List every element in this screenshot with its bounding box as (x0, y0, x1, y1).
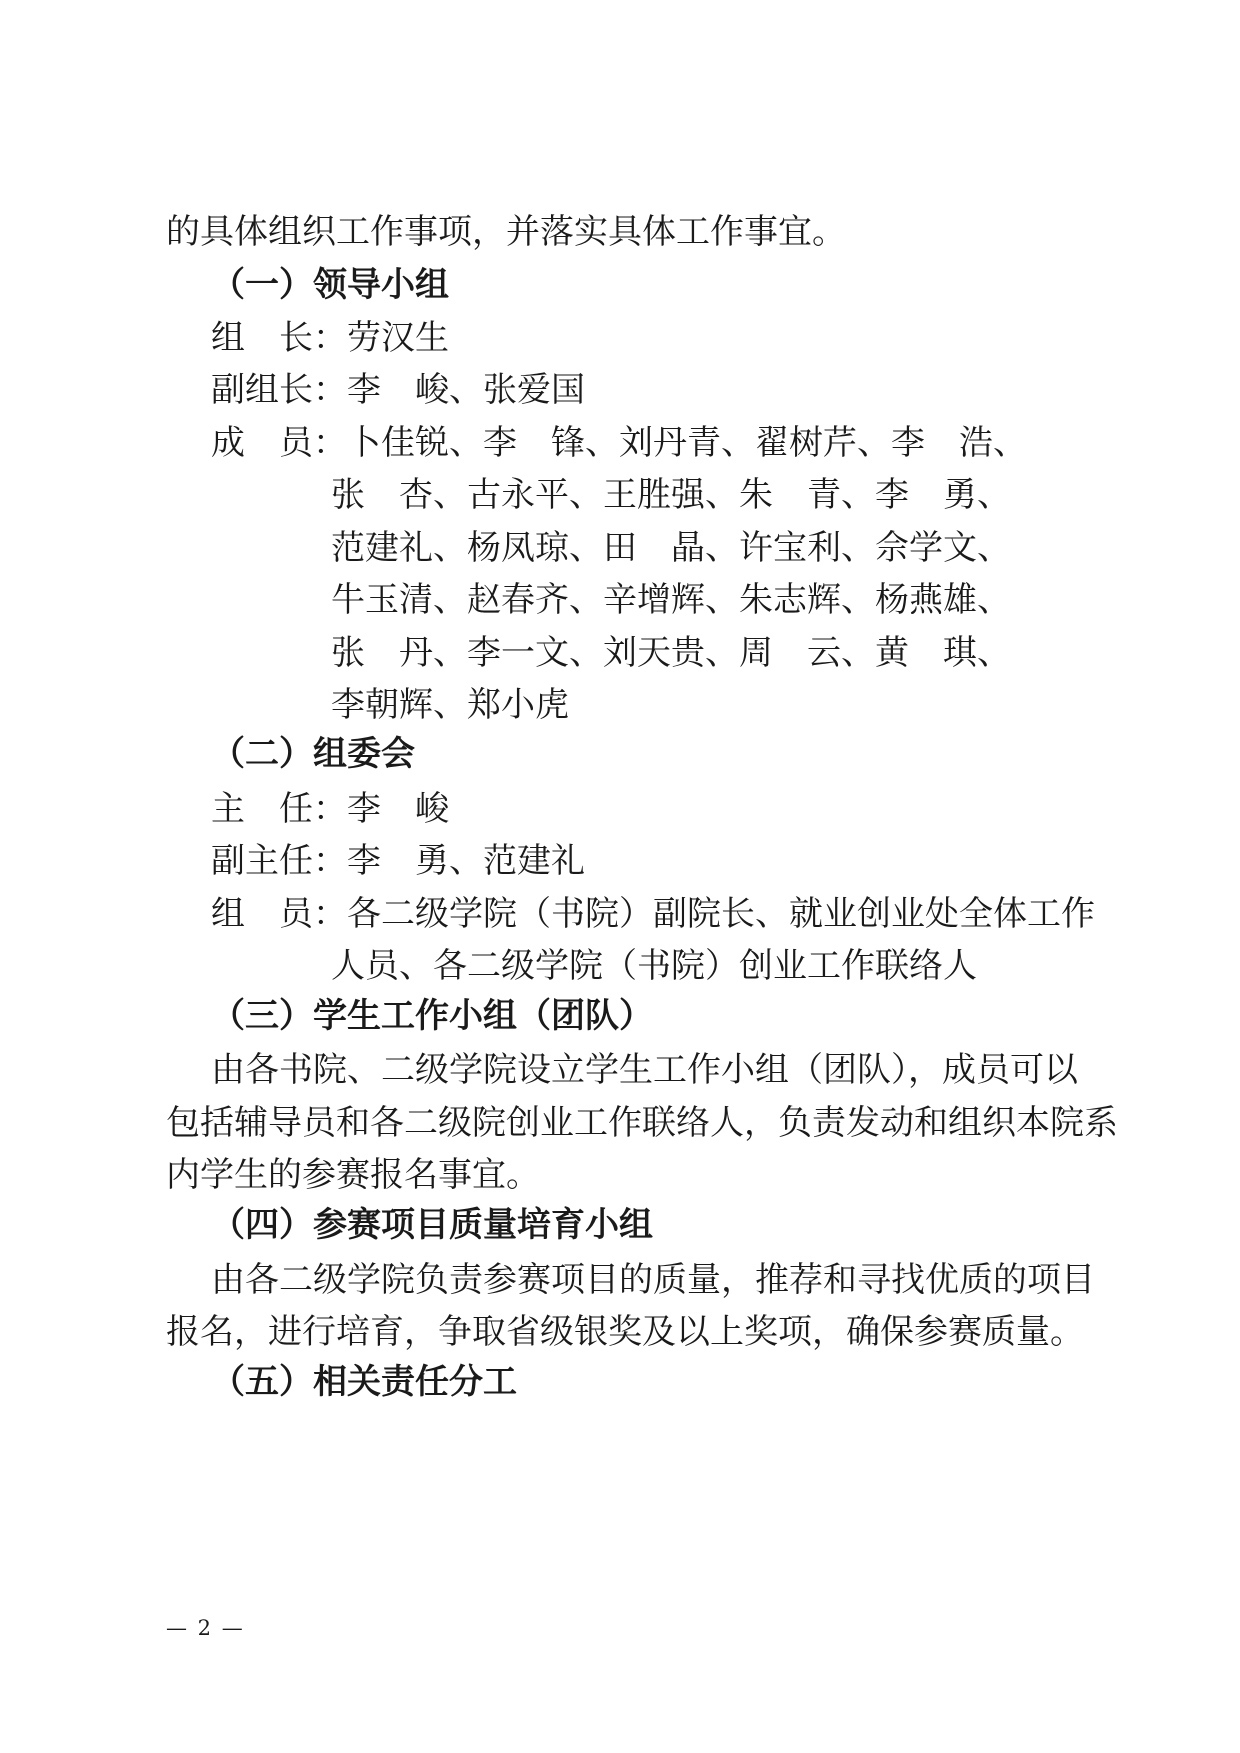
section-heading-project-quality-group: （四）参赛项目质量培育小组 (211, 1205, 653, 1245)
paragraph-line: 报名，进行培育，争取省级银奖及以上奖项，确保参赛质量。 (166, 1312, 1084, 1352)
paragraph-line: 包括辅导员和各二级院创业工作联络人，负责发动和组织本院系 (166, 1103, 1118, 1143)
paragraph-line: 由各书院、二级学院设立学生工作小组（团队），成员可以 (211, 1050, 1078, 1090)
members-line: 李朝辉、郑小虎 (331, 685, 569, 725)
intro-paragraph-tail: 的具体组织工作事项，并落实具体工作事宜。 (166, 212, 846, 252)
members-line: 成 员：卜佳锐、李 锋、刘丹青、翟树芹、李 浩、 (211, 423, 1027, 463)
members-line: 范建礼、杨凤琼、田 晶、许宝利、佘学文、 (331, 528, 1011, 568)
paragraph-line: 内学生的参赛报名事宜。 (166, 1155, 540, 1195)
section-heading-student-work-group: （三）学生工作小组（团队） (211, 996, 653, 1036)
director-line: 主 任：李 峻 (211, 789, 449, 829)
paragraph-line: 由各二级学院负责参赛项目的质量，推荐和寻找优质的项目 (211, 1260, 1095, 1300)
section-heading-organizing-committee: （二）组委会 (211, 734, 415, 774)
committee-members-line: 人员、各二级学院（书院）创业工作联络人 (331, 946, 977, 986)
members-line: 张 杏、古永平、王胜强、朱 青、李 勇、 (331, 475, 1011, 515)
committee-members-line: 组 员：各二级学院（书院）副院长、就业创业处全体工作 (211, 894, 1095, 934)
members-line: 牛玉清、赵春齐、辛增辉、朱志辉、杨燕雄、 (331, 580, 1011, 620)
members-line: 张 丹、李一文、刘天贵、周 云、黄 琪、 (331, 633, 1011, 673)
deputy-leader-line: 副组长：李 峻、张爱国 (211, 370, 585, 410)
section-heading-responsibilities: （五）相关责任分工 (211, 1362, 517, 1402)
page-number: — 2 — (166, 1616, 245, 1640)
section-heading-leadership-group: （一）领导小组 (211, 265, 449, 305)
deputy-director-line: 副主任：李 勇、范建礼 (211, 841, 585, 881)
leader-line: 组 长：劳汉生 (211, 318, 449, 358)
